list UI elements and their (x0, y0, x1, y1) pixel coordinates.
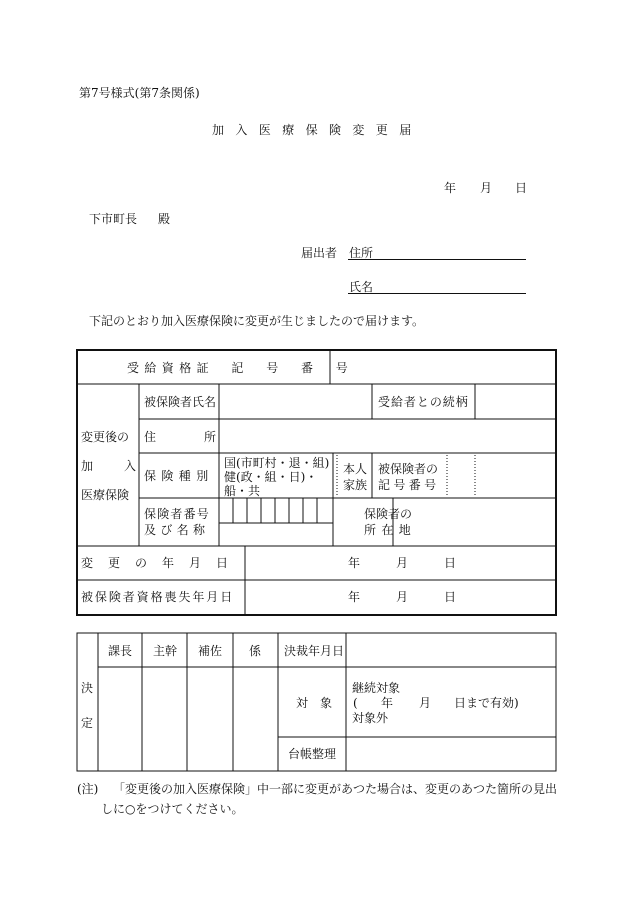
decision-date-field[interactable] (347, 634, 555, 666)
insurance-type-option2[interactable]: 健(政・組・日)・ (224, 470, 318, 484)
target-option-excluded[interactable]: 対象外 (352, 711, 389, 725)
cert-number-label: 受給資格証 記 号 番 号 (127, 361, 354, 375)
col-assistant: 補佐 (198, 644, 223, 658)
submitter-name-label: 氏名 (349, 280, 374, 294)
insured-symbol-label-line2: 記号番号 (378, 478, 440, 492)
family-option[interactable]: 家族 (343, 478, 368, 492)
insurer-location-label-line1: 保険者の (364, 507, 413, 521)
footnote-line2: しに○をつけてください。 (101, 802, 244, 816)
footnote-line1: 「変更後の加入医療保険」中一部に変更があつた場合は、変更のあつた箇所の見出 (113, 782, 558, 796)
relation-label: 受給者との続柄 (378, 395, 469, 409)
insurer-location-field[interactable] (395, 500, 554, 545)
insurance-type-option3[interactable]: 船・共 (224, 484, 261, 498)
loss-date-month: 月 (396, 590, 409, 604)
stamp-assistant[interactable] (188, 668, 232, 770)
ledger-field[interactable] (347, 738, 555, 770)
col-chief: 主幹 (153, 644, 178, 658)
self-option[interactable]: 本人 (343, 462, 368, 476)
loss-date-year: 年 (348, 590, 361, 604)
footnote-mark: (注) (77, 782, 99, 796)
insurer-name-field[interactable] (220, 524, 332, 545)
col-decision-date: 決裁年月日 (284, 644, 345, 658)
insured-symbol-label-line1: 被保険者の (378, 462, 439, 476)
section-label-line2a: 加 (81, 459, 94, 473)
submitter-label: 届出者 (301, 246, 338, 260)
decision-label-a: 決 (81, 681, 94, 695)
submitter-address-label: 住所 (349, 246, 374, 260)
stamp-staff[interactable] (234, 668, 277, 770)
relation-field[interactable] (477, 386, 554, 418)
section-label-line3: 医療保険 (81, 488, 130, 502)
target-option-valid-year: 年 (381, 696, 394, 710)
date-month-label: 月 (480, 181, 493, 195)
change-date-month: 月 (396, 556, 409, 570)
target-option-valid-tail: 日まで有効) (454, 696, 519, 710)
loss-date-label: 被保険者資格喪失年月日 (81, 590, 235, 604)
insurer-number-label-line1: 保険者番号 (144, 507, 211, 521)
stamp-section-chief[interactable] (99, 668, 141, 770)
cert-number-field[interactable] (332, 352, 554, 383)
date-year-label: 年 (444, 181, 457, 195)
addressee: 下市町長 (89, 212, 138, 226)
address-label-a: 住 (144, 430, 157, 444)
statement: 下記のとおり加入医療保険に変更が生じましたので届けます。 (89, 314, 425, 328)
loss-date-day: 日 (444, 590, 457, 604)
address-label-b: 所 (204, 430, 217, 444)
insurer-number-label-line2: 及び名称 (144, 523, 210, 537)
insured-name-label: 被保険者氏名 (144, 395, 217, 409)
honorific: 殿 (158, 212, 171, 226)
date-day-label: 日 (515, 181, 528, 195)
col-section-chief: 課長 (108, 644, 133, 658)
form-title: 加入医療保険変更届 (212, 123, 423, 137)
insured-name-field[interactable] (221, 386, 371, 418)
change-date-day: 日 (444, 556, 457, 570)
section-label-line2b: 入 (124, 459, 137, 473)
decision-label-b: 定 (81, 716, 94, 730)
change-date-label: 変更の年月日 (81, 556, 244, 570)
insurance-type-option1[interactable]: 国(市町村・退・組) (224, 456, 330, 470)
form-number: 第7号様式(第7条関係) (79, 86, 200, 100)
insurance-type-label: 保険種別 (144, 469, 214, 483)
change-date-year: 年 (348, 556, 361, 570)
insurer-number-boxes[interactable] (220, 499, 332, 522)
insurer-location-label-line2: 所在地 (364, 523, 417, 537)
target-option-valid-open: ( (353, 696, 358, 710)
stamp-chief[interactable] (143, 668, 186, 770)
section-label-line1: 変更後の (81, 430, 130, 444)
target-option-continue[interactable]: 継続対象 (352, 681, 401, 695)
ledger-label: 台帳整理 (288, 747, 337, 761)
address-field[interactable] (221, 421, 554, 452)
target-option-valid-month: 月 (419, 696, 432, 710)
insured-symbol-field[interactable] (449, 455, 554, 497)
col-staff: 係 (249, 644, 262, 658)
target-label: 対 象 (296, 696, 333, 710)
